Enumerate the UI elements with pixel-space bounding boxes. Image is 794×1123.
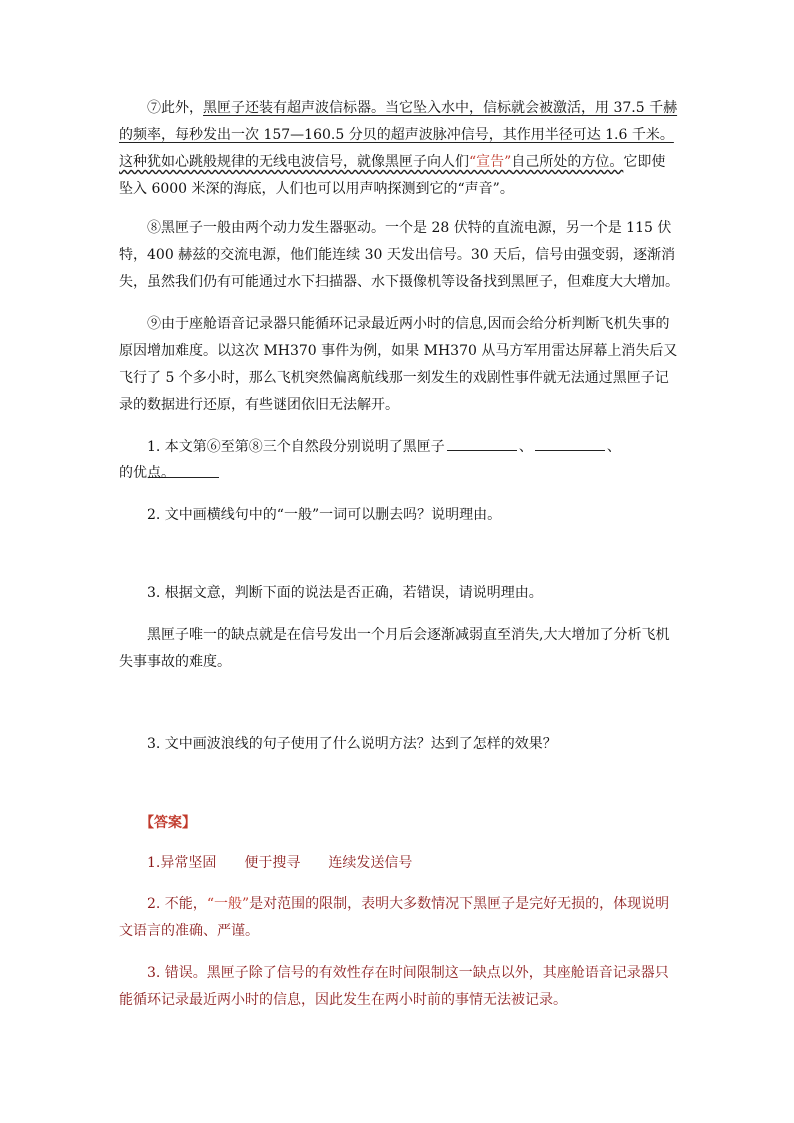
paragraph-9: ⑨由于座舱语音记录器只能循环记录最近两小时的信息,因而会给分析判断飞机失事的原因增加难度。以这次 MH370 事件为例，如果 MH370 从马方军用雷达屏幕上消失后又飞行了 5 个多小时，那么飞机突然偏离航线那一刻发生的戏剧性事件就无法通过黑匣子记录的数据进行还原，有些谜团依旧无法解开。 <box>119 316 678 413</box>
p7-wavy-end: 自己所处的方位。 <box>511 154 624 170</box>
answer-1-item: 便于搜寻 <box>244 855 301 871</box>
q1-blank-1[interactable] <box>447 436 517 451</box>
question-3: 3. 根据文意，判断下面的说法是否正确，若错误，请说明理由。 <box>147 585 543 601</box>
question-4: 3. 文中画波浪线的句子使用了什么说明方法？达到了怎样的效果？ <box>147 736 557 752</box>
answer-2-rest: 是对范围的限制，表明大多数情况下黑匣子是完好无损的，体现说明文语言的准确、严谨。 <box>119 896 670 939</box>
answer-2 <box>119 891 679 945</box>
question-1-end: 的优点。 <box>119 465 175 481</box>
p7-underlined-sentence: 黑匣子还装有超声波信标器。当它坠入水中，信标就会被激活，用 37.5 千赫的频率，每秒发出一次 157—160.5 分贝的超声波脉冲信号，其作用半径可达 1.6 千米。 <box>119 100 678 143</box>
answer-3: 3. 错误。黑匣子除了信号的有效性存在时间限制这一缺点以外，其座舱语音记录器只能循环记录最近两小时的信息，因此发生在两小时前的事情无法被记录。 <box>119 965 669 1008</box>
answer-1 <box>147 850 412 877</box>
p7-rest: 它即使坠入 6000 米深的海底，人们也可以用声呐探测到它的“声音”。 <box>119 154 666 197</box>
answer-2-quote: “一般” <box>206 896 250 912</box>
p7-quote: “宣告” <box>469 154 512 170</box>
q1-separator: 、 <box>518 439 533 455</box>
q1-text: 1. 本文第⑥至第⑧三个自然段分别说明了黑匣子 <box>147 439 445 455</box>
answer-2-prefix: 2. 不能， <box>147 896 207 912</box>
answer-1-item: 连续发送信号 <box>328 855 413 871</box>
q1-separator: 、 <box>606 439 621 455</box>
p7-prefix: ⑦此外， <box>147 100 203 116</box>
question-3-statement: 黑匣子唯一的缺点就是在信号发出一个月后会逐渐减弱直至消失,大大增加了分析飞机失事事故的难度。 <box>119 627 670 670</box>
paragraph-8: ⑧黑匣子一般由两个动力发生器驱动。一个是 28 伏特的直流电源，另一个是 115 伏特，400 赫兹的交流电源，他们能连续 30 天发出信号。30 天后，信号由强变弱，逐渐消失，虽然我们仍有可能通过水下扫描器、水下摄像机等设备找到黑匣子，但难度大大增加。 <box>119 220 679 290</box>
paragraph-7 <box>119 95 679 203</box>
answer-heading: 【答案】 <box>140 815 196 831</box>
p7-wavy-sentence: 这种犹如心跳般规律的无线电波信号，就像黑匣子向人们 <box>119 154 469 170</box>
q1-blank-2[interactable] <box>535 436 605 451</box>
question-2: 2. 文中画横线句中的“一般”一词可以删去吗？说明理由。 <box>147 507 502 523</box>
answer-1-item: 1.异常坚固 <box>147 855 217 871</box>
